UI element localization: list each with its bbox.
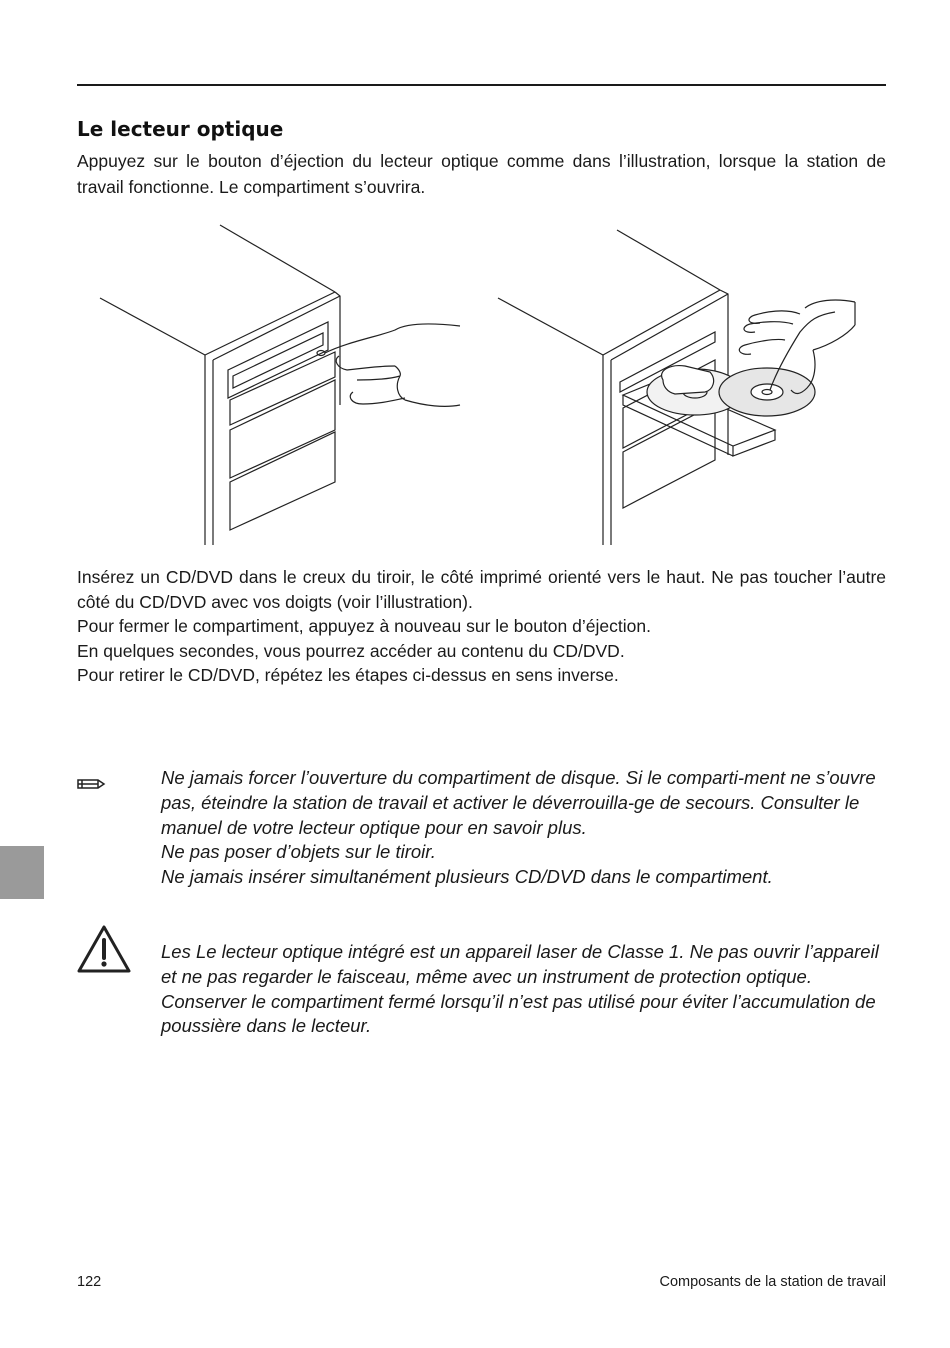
header-rule: [77, 84, 886, 86]
instructions-body: [77, 565, 886, 688]
section-title: Le lecteur optique: [77, 117, 284, 141]
chapter-tab-marker: [0, 846, 44, 899]
instruction-line: Pour retirer le CD/DVD, répétez les étapes ci-dessus en sens inverse.: [77, 665, 619, 685]
warning-block: [161, 940, 886, 1039]
instruction-line: Pour fermer le compartiment, appuyez à nouveau sur le bouton d’éjection.: [77, 616, 651, 636]
warning-triangle-icon: [76, 924, 132, 974]
instruction-line: Insérez un CD/DVD dans le creux du tiroir, le côté imprimé orienté vers le haut. Ne pas toucher l’autre côté du CD/DVD avec vos doigts (voir l’illustration).: [77, 567, 886, 612]
warning-line: Conserver le compartiment fermé lorsqu’il n’est pas utilisé pour éviter l’accumulation de poussière dans le lecteur.: [161, 990, 876, 1037]
note-line: Ne jamais forcer l’ouverture du compartiment de disque. Si le comparti-ment ne s’ouvre pas, éteindre la station de travail et activer le déverrouilla-ge de secours. Consulter le manuel de votre lecteur optique pour en savoir plus.: [161, 767, 876, 838]
pencil-icon: [76, 772, 106, 792]
figure-insert-disc: [495, 220, 865, 550]
note-block: [161, 766, 886, 890]
warning-line: Les Le lecteur optique intégré est un appareil laser de Classe 1. Ne pas ouvrir l’appareil et ne pas regarder le faisceau, même avec un instrument de protection optique.: [161, 941, 879, 987]
intro-paragraph: Appuyez sur le bouton d’éjection du lecteur optique comme dans l’illustration, lorsque la station de travail fonctionne. Le compartiment s’ouvrira.: [77, 151, 886, 197]
page-number: 122: [77, 1274, 102, 1290]
figure-press-eject-button: [95, 220, 465, 550]
footer-chapter-title: Composants de la station de travail: [659, 1274, 886, 1290]
note-line: Ne pas poser d’objets sur le tiroir.: [161, 841, 436, 863]
note-line: Ne jamais insérer simultanément plusieurs CD/DVD dans le compartiment.: [161, 866, 773, 888]
instruction-line: En quelques secondes, vous pourrez accéder au contenu du CD/DVD.: [77, 640, 625, 661]
